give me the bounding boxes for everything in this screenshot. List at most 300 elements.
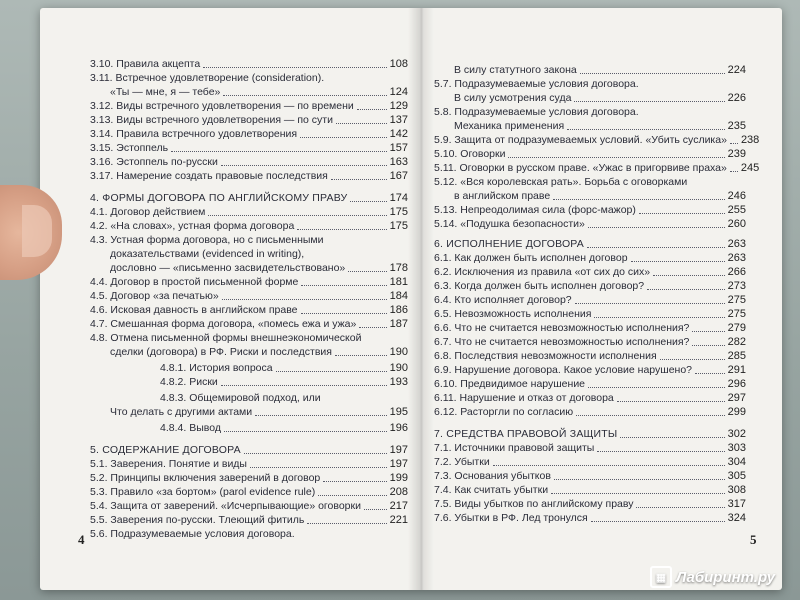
toc-entry-text: Вывод <box>186 422 221 434</box>
toc-entry-title <box>90 332 361 344</box>
toc-page-number: 279 <box>727 322 746 334</box>
toc-entry-title <box>434 350 657 362</box>
toc-page-number: 163 <box>389 156 408 168</box>
toc-entry-number: 4.8.2. <box>160 376 187 388</box>
toc-entry-text: Убытки <box>451 456 490 468</box>
toc-entry-title <box>90 444 241 456</box>
toc-entry-title <box>434 204 636 216</box>
toc-entry-text: Встречное удовлетворение (consideration). <box>112 72 325 84</box>
toc-row <box>90 170 408 182</box>
toc-entry-number: 3.10. <box>90 58 114 70</box>
toc-entry-number: 5.3. <box>90 486 108 498</box>
toc-entry-number: 6. <box>434 238 444 250</box>
toc-row <box>434 238 746 250</box>
toc-entry-text: Когда должен быть исполнен договор? <box>451 280 645 292</box>
toc-row <box>160 392 408 404</box>
toc-entry-text: Договор действием <box>107 206 206 218</box>
dot-leader <box>493 465 725 466</box>
toc-row <box>90 472 408 484</box>
toc-entry-text: Устная форма договора, но с письменными <box>107 234 324 246</box>
toc-entry-title <box>90 472 320 484</box>
toc-row <box>90 72 408 84</box>
dot-leader <box>348 271 386 272</box>
toc-entry-number: 3.17. <box>90 170 114 182</box>
toc-row <box>90 220 408 232</box>
toc-entry-title <box>434 134 727 146</box>
dot-leader <box>660 359 725 360</box>
toc-row <box>110 86 408 98</box>
toc-entry-title <box>160 392 321 404</box>
toc-page-number: 186 <box>389 304 408 316</box>
toc-row <box>434 294 746 306</box>
toc-entry-number: 7.4. <box>434 484 452 496</box>
toc-page-number: 296 <box>727 378 746 390</box>
toc-entry-text: Как должен быть исполнен договор <box>451 252 628 264</box>
toc-row <box>90 332 408 344</box>
toc-entry-title <box>434 498 633 510</box>
toc-entry-title <box>90 514 304 526</box>
toc-row <box>90 58 408 70</box>
toc-row <box>434 470 746 482</box>
dot-leader <box>551 493 725 494</box>
toc-entry-text: Отмена письменной формы внешнеэкономической <box>107 332 362 344</box>
toc-page-number: 142 <box>389 128 408 140</box>
toc-entry-text: Заверения по-русски. Тлеющий фитиль <box>107 514 305 526</box>
toc-entry-text: Как считать убытки <box>451 484 549 496</box>
toc-entry-text: Что делать с другими актами <box>110 406 253 418</box>
toc-page-number: 285 <box>727 350 746 362</box>
toc-page-number: 282 <box>727 336 746 348</box>
toc-entry-title <box>90 220 294 232</box>
toc-entry-text: Правила акцепта <box>113 58 201 70</box>
toc-row <box>434 162 760 174</box>
toc-entry-title <box>434 442 594 454</box>
toc-entry-number: 4. <box>90 192 100 204</box>
dot-leader <box>631 261 725 262</box>
toc-entry-text: СОДЕРЖАНИЕ ДОГОВОРА <box>99 444 241 456</box>
toc-entry-text: Механика применения <box>454 120 565 132</box>
toc-entry-number: 6.1. <box>434 252 452 264</box>
toc-row <box>160 376 408 388</box>
toc-page-number: 108 <box>389 58 408 70</box>
toc-page-number: 175 <box>389 220 408 232</box>
toc-row <box>434 392 746 404</box>
toc-row <box>160 422 408 434</box>
toc-entry-text: Непреодолимая сила (форс-мажор) <box>457 204 636 216</box>
toc-entry-number: 4.8. <box>90 332 108 344</box>
toc-entry-number: 3.14. <box>90 128 114 140</box>
toc-entry-title <box>434 336 689 348</box>
left-page <box>40 8 420 590</box>
toc-entry-title <box>434 484 548 496</box>
toc-entry-title <box>160 422 221 434</box>
toc-page-number: 190 <box>389 346 408 358</box>
toc-row <box>434 456 746 468</box>
toc-page-number: 157 <box>389 142 408 154</box>
toc-entry-text: Защита от заверений. «Исчерпывающие» оговорки <box>107 500 361 512</box>
watermark <box>650 566 775 588</box>
toc-entry-number: 7.3. <box>434 470 452 482</box>
toc-entry-title <box>434 218 585 230</box>
toc-entry-title <box>90 318 356 330</box>
toc-entry-title <box>90 276 298 288</box>
dot-leader <box>591 521 725 522</box>
toc-entry-text: Оговорки в русском праве. «Ужас в пригорвиве праха» <box>456 162 727 174</box>
toc-entry-number: 4.8.4. <box>160 422 187 434</box>
toc-page-number: 273 <box>727 280 746 292</box>
toc-row <box>90 128 408 140</box>
toc-entry-title <box>434 392 614 404</box>
toc-entry-text: ФОРМЫ ДОГОВОРА ПО АНГЛИЙСКОМУ ПРАВУ <box>99 192 348 204</box>
toc-row <box>110 346 408 358</box>
toc-row <box>90 114 408 126</box>
toc-entry-number: 4.8.1. <box>160 362 187 374</box>
toc-page-number: 175 <box>389 206 408 218</box>
dot-leader <box>692 331 724 332</box>
toc-row <box>434 406 746 418</box>
toc-entry-title <box>454 64 577 76</box>
toc-entry-title <box>434 406 573 418</box>
toc-entry-number: 6.6. <box>434 322 452 334</box>
toc-entry-number: 3.12. <box>90 100 114 112</box>
toc-row <box>90 500 408 512</box>
toc-row <box>90 142 408 154</box>
toc-entry-text: Подразумеваемые условия договора. <box>107 528 295 540</box>
toc-entry-title <box>160 376 218 388</box>
toc-entry-title <box>160 362 273 374</box>
toc-row <box>90 192 408 204</box>
toc-row <box>90 100 408 112</box>
toc-entry-title <box>434 280 644 292</box>
toc-entry-title <box>90 170 328 182</box>
toc-page-number: 129 <box>389 100 408 112</box>
toc-row <box>434 134 760 146</box>
toc-row <box>434 336 746 348</box>
toc-entry-title <box>434 148 505 160</box>
toc-entry-title <box>110 406 252 418</box>
toc-entry-text: Виды встречного удовлетворения — по времени <box>113 100 354 112</box>
toc-row <box>90 234 408 246</box>
toc-entry-text: Убытки в РФ. Лед тронулся <box>451 512 588 524</box>
toc-entry-text: Источники правовой защиты <box>451 442 595 454</box>
toc-entry-title <box>90 234 324 246</box>
toc-page-number: 174 <box>389 192 408 204</box>
toc-entry-title <box>434 308 591 320</box>
toc-row <box>434 280 746 292</box>
toc-entry-text: Правила встречного удовлетворения <box>113 128 298 140</box>
right-page <box>422 8 782 590</box>
toc-page-number: 167 <box>389 170 408 182</box>
dot-leader <box>276 371 387 372</box>
dot-leader <box>647 289 725 290</box>
toc-page-number: 193 <box>389 376 408 388</box>
dot-leader <box>597 451 724 452</box>
toc-entry-text: История вопроса <box>186 362 273 374</box>
dot-leader <box>224 431 387 432</box>
toc-entry-title <box>454 92 571 104</box>
toc-entry-title <box>434 322 689 334</box>
toc-page-number: 305 <box>727 470 746 482</box>
toc-entry-number: 3.16. <box>90 156 114 168</box>
dot-leader <box>318 495 386 496</box>
toc-page-number: 137 <box>389 114 408 126</box>
toc-entry-text: Нарушение договора. Какое условие нарушено? <box>451 364 693 376</box>
toc-entry-number: 5.13. <box>434 204 458 216</box>
toc-entry-text: сделки (договора) в РФ. Риски и последствия <box>110 346 332 358</box>
toc-entry-title <box>90 500 361 512</box>
dot-leader <box>567 129 725 130</box>
toc-page-number: 221 <box>389 514 408 526</box>
toc-entry-title <box>90 156 218 168</box>
dot-leader <box>553 199 724 200</box>
dot-leader <box>171 151 387 152</box>
toc-row <box>434 350 746 362</box>
toc-entry-title <box>110 86 220 98</box>
toc-page-number: 197 <box>389 444 408 456</box>
toc-entry-text: Предвидимое нарушение <box>457 378 586 390</box>
toc-entry-title <box>434 294 572 306</box>
toc-page-number: 255 <box>727 204 746 216</box>
toc-page-number: 208 <box>389 486 408 498</box>
watermark-text: Лабиринт.ру <box>676 568 776 586</box>
dot-leader <box>336 123 387 124</box>
toc-row <box>454 120 746 132</box>
toc-page-number: 297 <box>727 392 746 404</box>
dot-leader <box>244 453 387 454</box>
toc-row <box>434 378 746 390</box>
dot-leader <box>359 327 386 328</box>
toc-entry-title <box>90 58 200 70</box>
toc-row <box>434 484 746 496</box>
toc-entry-text: дословно — «письменно засвидетельствовано» <box>110 262 346 274</box>
toc-entry-title <box>90 192 347 204</box>
table-of-contents-right <box>422 8 782 590</box>
toc-row <box>434 252 746 264</box>
toc-row <box>90 290 408 302</box>
toc-entry-number: 5.8. <box>434 106 452 118</box>
dot-leader <box>301 285 386 286</box>
toc-row <box>434 308 746 320</box>
toc-page-number: 239 <box>727 148 746 160</box>
dot-leader <box>588 227 725 228</box>
toc-row <box>90 514 408 526</box>
toc-entry-text: Что не считается невозможностью исполнения? <box>451 336 690 348</box>
toc-entry-title <box>434 252 628 264</box>
toc-entry-number: 5.6. <box>90 528 108 540</box>
toc-row <box>434 78 746 90</box>
toc-entry-number: 4.5. <box>90 290 108 302</box>
toc-row <box>90 486 408 498</box>
table-of-contents-left <box>40 8 420 590</box>
toc-entry-text: Невозможность исполнения <box>451 308 592 320</box>
dot-leader <box>203 67 386 68</box>
toc-row <box>434 204 746 216</box>
toc-entry-number: 5.10. <box>434 148 458 160</box>
toc-entry-number: 7.1. <box>434 442 452 454</box>
toc-row <box>90 156 408 168</box>
toc-entry-number: 6.3. <box>434 280 452 292</box>
toc-entry-number: 4.8.3. <box>160 392 187 404</box>
dot-leader <box>300 137 387 138</box>
dot-leader <box>357 109 387 110</box>
toc-page-number: 199 <box>389 472 408 484</box>
toc-entry-number: 7.5. <box>434 498 452 510</box>
toc-entry-number: 4.4. <box>90 276 108 288</box>
dot-leader <box>576 415 725 416</box>
toc-page-number: 224 <box>727 64 746 76</box>
dot-leader <box>350 201 386 202</box>
dot-leader <box>594 317 724 318</box>
toc-page-number: 303 <box>727 442 746 454</box>
toc-entry-title <box>90 128 297 140</box>
toc-entry-text: Общемировой подход, или <box>186 392 321 404</box>
toc-entry-text: Исключения из правила «от сих до сих» <box>451 266 651 278</box>
toc-entry-text: Кто исполняет договор? <box>451 294 572 306</box>
toc-entry-title <box>434 428 617 440</box>
toc-entry-text: Основания убытков <box>451 470 551 482</box>
toc-entry-title <box>454 120 564 132</box>
toc-entry-number: 6.11. <box>434 392 457 404</box>
dot-leader <box>307 523 386 524</box>
toc-entry-number: 7.2. <box>434 456 452 468</box>
toc-entry-number: 5. <box>90 444 100 456</box>
toc-entry-text: Правило «за бортом» (parol evidence rule) <box>107 486 316 498</box>
toc-entry-title <box>90 304 298 316</box>
toc-entry-title <box>434 470 551 482</box>
toc-entry-number: 5.14. <box>434 218 458 230</box>
thumbnail <box>22 205 52 257</box>
toc-entry-number: 5.5. <box>90 514 108 526</box>
toc-entry-text: «Подушка безопасности» <box>457 218 585 230</box>
toc-row <box>434 498 746 510</box>
toc-page-number: 245 <box>740 162 760 174</box>
toc-page-number: 275 <box>727 308 746 320</box>
toc-entry-text: Защита от подразумеваемых условий. «Убить суслика» <box>451 134 727 146</box>
toc-entry-title <box>90 114 333 126</box>
toc-entry-number: 4.3. <box>90 234 108 246</box>
toc-page-number: 187 <box>389 318 408 330</box>
toc-row <box>90 444 408 456</box>
toc-page-number: 263 <box>727 238 746 250</box>
toc-entry-number: 6.10. <box>434 378 458 390</box>
toc-entry-number: 5.2. <box>90 472 108 484</box>
toc-entry-title <box>434 78 639 90</box>
toc-entry-text: Риски <box>186 376 218 388</box>
toc-entry-text: Намерение создать правовые последствия <box>113 170 328 182</box>
dot-leader <box>588 387 725 388</box>
toc-entry-text: «На словах», устная форма договора <box>107 220 295 232</box>
toc-entry-text: В силу статутного закона <box>454 64 577 76</box>
toc-entry-title <box>454 190 550 202</box>
dot-leader <box>364 509 387 510</box>
dot-leader <box>301 313 387 314</box>
toc-entry-text: СРЕДСТВА ПРАВОВОЙ ЗАЩИТЫ <box>443 428 618 440</box>
toc-page-number: 263 <box>727 252 746 264</box>
toc-entry-number: 4.7. <box>90 318 108 330</box>
dot-leader <box>574 101 724 102</box>
dot-leader <box>508 157 724 158</box>
toc-entry-text: Договор «за печатью» <box>107 290 219 302</box>
toc-entry-title <box>90 528 295 540</box>
toc-entry-title <box>110 262 345 274</box>
toc-entry-title <box>90 486 315 498</box>
toc-entry-number: 3.15. <box>90 142 114 154</box>
toc-entry-text: Договор в простой письменной форме <box>107 276 299 288</box>
toc-entry-text: «Ты — мне, я — тебе» <box>110 86 221 98</box>
toc-row <box>434 176 746 188</box>
toc-entry-text: Подразумеваемые условия договора. <box>451 106 639 118</box>
toc-entry-title <box>90 290 219 302</box>
toc-entry-text: Эстоппель <box>113 142 169 154</box>
dot-leader <box>331 179 387 180</box>
toc-page-number: 308 <box>727 484 746 496</box>
dot-leader <box>554 479 725 480</box>
dot-leader <box>617 401 725 402</box>
toc-page-number: 304 <box>727 456 746 468</box>
toc-entry-title <box>434 378 585 390</box>
toc-entry-number: 7.6. <box>434 512 452 524</box>
toc-page-number: 317 <box>727 498 746 510</box>
toc-entry-number: 6.9. <box>434 364 452 376</box>
toc-row <box>434 442 746 454</box>
dot-leader <box>587 247 725 248</box>
toc-entry-number: 3.11. <box>90 72 113 84</box>
toc-entry-text: Расторгли по согласию <box>457 406 574 418</box>
toc-page-number: 217 <box>389 500 408 512</box>
dot-leader <box>208 215 386 216</box>
toc-row <box>110 406 408 418</box>
toc-entry-title <box>434 364 692 376</box>
dot-leader <box>222 299 387 300</box>
toc-entry-number: 6.2. <box>434 266 452 278</box>
toc-row <box>90 318 408 330</box>
toc-entry-number: 5.7. <box>434 78 452 90</box>
toc-row <box>434 266 746 278</box>
toc-entry-text: доказательствами (evidenced in writing), <box>110 248 305 260</box>
toc-entry-text: Нарушение и отказ от договора <box>456 392 614 404</box>
toc-entry-text: Виды встречного удовлетворения — по сути <box>113 114 333 126</box>
toc-entry-number: 5.11. <box>434 162 457 174</box>
toc-entry-text: Подразумеваемые условия договора. <box>451 78 639 90</box>
toc-entry-number: 6.4. <box>434 294 452 306</box>
toc-entry-number: 6.8. <box>434 350 452 362</box>
toc-entry-text: «Вся королевская рать». Борьба с оговорками <box>457 176 688 188</box>
dot-leader <box>730 143 738 144</box>
toc-entry-number: 7. <box>434 428 444 440</box>
toc-row <box>90 276 408 288</box>
toc-row <box>90 458 408 470</box>
toc-page-number: 190 <box>389 362 408 374</box>
toc-page-number: 184 <box>389 290 408 302</box>
toc-page-number: 226 <box>727 92 746 104</box>
dot-leader <box>653 275 725 276</box>
toc-entry-title <box>434 266 650 278</box>
toc-row <box>434 428 746 440</box>
toc-entry-text: Смешанная форма договора, «помесь ежа и ужа» <box>107 318 357 330</box>
toc-entry-number: 5.12. <box>434 176 458 188</box>
toc-entry-number: 6.12. <box>434 406 458 418</box>
toc-entry-text: Заверения. Понятие и виды <box>107 458 247 470</box>
toc-entry-text: Что не считается невозможностью исполнения? <box>451 322 690 334</box>
toc-page-number: 235 <box>727 120 746 132</box>
toc-row <box>434 512 746 524</box>
toc-row <box>110 262 408 274</box>
toc-row <box>90 206 408 218</box>
toc-page-number: 238 <box>740 134 760 146</box>
toc-entry-number: 5.9. <box>434 134 452 146</box>
toc-entry-title <box>90 206 205 218</box>
toc-entry-title <box>434 106 639 118</box>
